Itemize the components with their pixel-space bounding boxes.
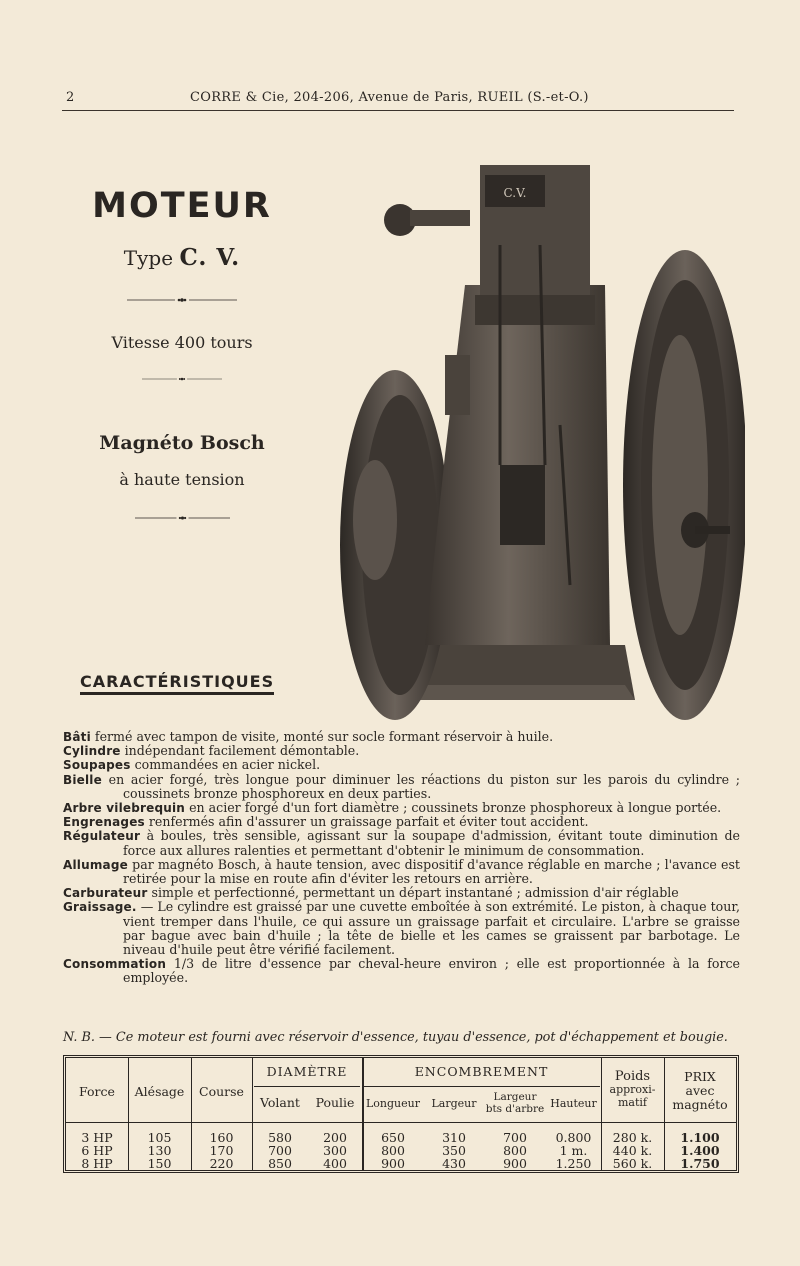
- header-poids-line2: approxi-: [609, 1083, 656, 1096]
- spec-item: [63, 815, 740, 829]
- engine-illustration: [305, 125, 745, 730]
- cell-force: 6 HP: [81, 1143, 113, 1158]
- spec-term: Bâti: [63, 730, 91, 744]
- spec-item: [63, 744, 740, 758]
- cell-course: 170: [209, 1143, 234, 1158]
- ornament-divider: [127, 295, 237, 305]
- type-prefix: Type: [123, 246, 174, 270]
- cell-volant: 700: [268, 1143, 292, 1158]
- section-title: CARACTÉRISTIQUES: [80, 672, 274, 695]
- spec-term: Soupapes: [63, 758, 131, 773]
- note: N. B. — Ce moteur est fourni avec réservoir d'essence, tuyau d'essence, pot d'échappement et bougie.: [63, 1030, 728, 1045]
- engine-plate: C.V.: [503, 186, 527, 200]
- spec-text: fermé avec tampon de visite, monté sur socle formant réservoir à huile.: [90, 729, 554, 744]
- spec-item: [63, 758, 740, 772]
- spec-text: par magnéto Bosch, à haute tension, avec dispositif d'avance réglable en marche ; l'avance est retirée pour la mise en route afin d'éviter les retours en arrière.: [123, 856, 740, 887]
- page-header: [62, 88, 734, 111]
- spec-term: Cylindre: [63, 744, 121, 759]
- cell-poulie: 400: [323, 1156, 347, 1171]
- header-largeur-arbre-line1: Largeur: [493, 1091, 537, 1103]
- title-block: [62, 180, 302, 523]
- spec-term: Régulateur: [63, 829, 141, 844]
- cell-poids: 440 k.: [612, 1143, 653, 1158]
- cell-alesage: 130: [147, 1143, 172, 1158]
- spec-term: Engrenages: [63, 815, 145, 830]
- header-poids-line3: matif: [618, 1096, 647, 1109]
- spec-term: Consommation: [63, 957, 167, 972]
- column-course: [191, 1131, 252, 1170]
- header-alesage: Alésage: [134, 1084, 185, 1099]
- header-prix-line2: avec: [685, 1083, 715, 1098]
- spec-item: [63, 957, 740, 985]
- column-alesage: [128, 1131, 191, 1170]
- page-number: 2: [66, 90, 75, 105]
- spec-item: [63, 730, 740, 744]
- column-prix: [664, 1131, 736, 1170]
- spec-text: simple et perfectionné, permettant un départ instantané ; admission d'air réglable: [147, 885, 679, 901]
- spec-text: commandées en acier nickel.: [130, 757, 321, 773]
- ornament-divider: [135, 513, 230, 523]
- cell-largeur: 430: [442, 1156, 466, 1171]
- header-encombrement: ENCOMBREMENT: [414, 1064, 549, 1079]
- cell-hauteur: 0.800: [555, 1130, 592, 1145]
- spec-text: en acier forgé d'un fort diamètre ; coussinets bronze phosphoreux à longue portée.: [185, 800, 722, 816]
- encombrement-underline: [364, 1086, 600, 1087]
- cell-alesage: 150: [147, 1156, 172, 1171]
- spec-text: en acier forgé, très longue pour diminuer les réactions du piston sur les parois du cylindre ; coussinets bronze phosphoreux en deux parties.: [101, 771, 740, 801]
- cell-prix: 1.750: [680, 1156, 720, 1171]
- cell-longueur: 900: [381, 1156, 405, 1171]
- magneto-title: Magnéto Bosch: [99, 432, 265, 454]
- ornament-divider: [142, 374, 222, 384]
- header-largeur: Largeur: [431, 1097, 477, 1110]
- header-volant: Volant: [260, 1095, 300, 1110]
- spec-item: [63, 773, 740, 801]
- cell-longueur: 650: [381, 1130, 405, 1145]
- spec-text: 1/3 de litre d'essence par cheval-heure environ ; elle est proportionnée à la force employée.: [123, 956, 740, 986]
- cell-prix: 1.100: [680, 1130, 720, 1145]
- header-poids-line1: Poids: [614, 1069, 651, 1084]
- column-largeur-arbre: [484, 1131, 546, 1170]
- cell-largeur-arbre: 900: [503, 1156, 527, 1171]
- page-title: MOTEUR: [92, 186, 272, 226]
- cell-poulie: 200: [323, 1130, 347, 1145]
- header-diametre: DIAMÈTRE: [266, 1064, 348, 1079]
- header-prix-line3: magnéto: [672, 1097, 728, 1112]
- cell-largeur-arbre: 800: [503, 1143, 527, 1158]
- header-poulie: Poulie: [315, 1095, 355, 1110]
- header-course: Course: [199, 1084, 244, 1099]
- column-largeur: [424, 1131, 484, 1170]
- spec-text: renfermés afin d'assurer un graissage parfait et éviter tout accident.: [144, 814, 589, 830]
- header-longueur: Longueur: [366, 1097, 420, 1110]
- column-hauteur: [546, 1131, 601, 1170]
- column-poulie: [308, 1131, 362, 1170]
- column-force: [66, 1131, 128, 1170]
- diametre-underline: [254, 1086, 360, 1087]
- column-longueur: [362, 1131, 424, 1170]
- spec-item: [63, 858, 740, 886]
- spec-item: [63, 886, 740, 900]
- spec-term: Graissage.: [63, 900, 137, 915]
- spec-item: [63, 829, 740, 857]
- header-prix: [664, 1070, 736, 1112]
- cell-poids: 560 k.: [612, 1156, 653, 1171]
- spec-term: Arbre vilebrequin: [63, 801, 186, 816]
- cell-course: 220: [209, 1156, 234, 1171]
- specs-table: [63, 1055, 739, 1173]
- spec-term: Carburateur: [63, 886, 148, 901]
- spec-text: à boules, très sensible, agissant sur la soupape d'admission, évitant toute diminution de force aux allures ralenties et permettant d'obtenir le minimum de consommation.: [123, 828, 740, 858]
- company-address: CORRE & Cie, 204-206, Avenue de Paris, RUEIL (S.-et-O.): [190, 90, 589, 105]
- cell-hauteur: 1 m.: [559, 1143, 588, 1158]
- tension-text: à haute tension: [119, 470, 245, 489]
- column-poids: [601, 1131, 664, 1170]
- cell-alesage: 105: [147, 1130, 172, 1145]
- cell-force: 8 HP: [81, 1156, 113, 1171]
- spec-item: [63, 801, 740, 815]
- header-largeur-arbre-line2: bts d'arbre: [485, 1103, 545, 1115]
- cell-longueur: 800: [381, 1143, 405, 1158]
- cell-poulie: 300: [323, 1143, 347, 1158]
- type-line: [62, 244, 302, 271]
- header-force: Force: [79, 1084, 115, 1099]
- cell-hauteur: 1.250: [555, 1156, 592, 1171]
- header-rule: [66, 1122, 736, 1123]
- cell-poids: 280 k.: [612, 1130, 653, 1145]
- spec-term: Bielle: [63, 772, 102, 787]
- spec-text: — Le cylindre est graissé par une cuvette emboîtée à son extrémité. Le piston, à chaque tour, vient tremper dans l'huile, ce qui assure un graissage parfait et circulaire. L'arbre se graisse par bague avec bain d'huile ; la tête de bielle et les cames se graissent par barbotage. Le niveau d'huile peut être vérifié facilement.: [123, 899, 740, 958]
- column-volant: [252, 1131, 308, 1170]
- cell-volant: 850: [268, 1156, 292, 1171]
- cell-prix: 1.400: [680, 1143, 720, 1158]
- cell-volant: 580: [268, 1130, 292, 1145]
- speed-text: Vitesse 400 tours: [111, 333, 253, 352]
- cell-force: 3 HP: [81, 1130, 113, 1145]
- spec-term: Allumage: [63, 857, 128, 872]
- header-hauteur: Hauteur: [550, 1097, 597, 1110]
- type-name: C. V.: [179, 244, 241, 271]
- cell-largeur-arbre: 700: [503, 1130, 527, 1145]
- header-poids: [601, 1070, 664, 1109]
- cell-course: 160: [209, 1130, 234, 1145]
- cell-largeur: 350: [442, 1143, 466, 1158]
- spec-item: [63, 900, 740, 957]
- header-prix-line1: PRIX: [684, 1069, 716, 1084]
- header-largeur-arbre: [484, 1091, 546, 1115]
- cell-largeur: 310: [442, 1130, 466, 1145]
- specifications: [63, 730, 740, 986]
- spec-text: indépendant facilement démontable.: [120, 743, 360, 759]
